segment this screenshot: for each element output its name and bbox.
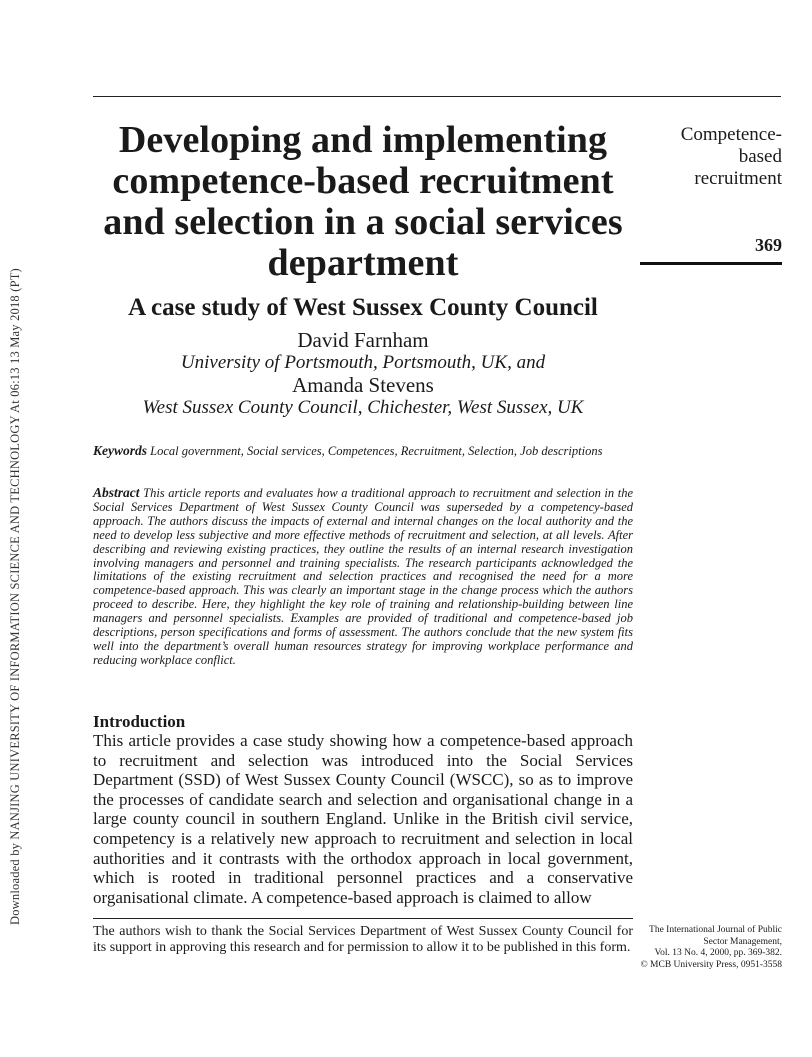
running-head [622, 124, 782, 190]
download-notice: Downloaded by NANJING UNIVERSITY OF INFORMATION SCIENCE AND TECHNOLOGY At 06:13 13 May 2018 (PT) [8, 268, 22, 925]
article-subtitle: A case study of West Sussex County Council [128, 294, 598, 321]
article-title: Developing and implementing competence-based recruitment and selection in a social services department [103, 119, 623, 284]
introduction-body: This article provides a case study showing how a competence-based approach to recruitment and selection was introduced into the Social Services Department (SSD) of West Sussex County Council (WSCC), so as to improve the processes of candidate search and selection and organisational change in a large county council in southern England. Unlike in the British civil service, competency is a relatively new approach to recruitment and selection in local authorities and it contrasts with the orthodox approach in local government, which is rooted in traditional personnel practices and a conservative organisational climate. A competence-based approach is claimed to allow [93, 731, 633, 907]
journal-line-1: The International Journal of Public [649, 925, 782, 935]
author-name-2: Amanda Stevens [292, 373, 434, 397]
author-affiliation-2: West Sussex County Council, Chichester, West Sussex, UK [142, 397, 584, 418]
page-number-rule [640, 262, 782, 265]
author-affiliation-1: University of Portsmouth, Portsmouth, UK, and [180, 352, 546, 373]
introduction-heading: Introduction [93, 712, 186, 731]
running-head-line-1: Competence- [680, 124, 782, 145]
abstract-text: This article reports and evaluates how a traditional approach to recruitment and selection in the Social Services Department of West Sussex County Council was superseded by a competency-based approach. The authors discuss the impacts of external and internal changes on the local authority and the need to develop less subjective and more effective methods of recruitment and selection, at all levels. After describing and reviewing existing practices, they outline the results of an internal research investigation involving managers and personnel and training specialists. The research participants acknowledged the limitations of the existing recruitment and selection practices and recognised the need for a more competence-based approach. This was clearly an important stage in the change process which the authors proceed to describe. Here, they highlight the key role of training and relationship-building between line managers and personnel specialists. Examples are provided of traditional and competence-based job descriptions, person specifications and forms of assessment. The authors conclude that the new system fits well into the department’s overall human resources strategy for improving workplace performance and reducing workplace conflict. [93, 486, 634, 667]
keywords-text: Local government, Social services, Competences, Recruitment, Selection, Job descriptions [150, 444, 603, 458]
footnote: The authors wish to thank the Social Services Department of West Sussex County Council for its support in approving this research and for permission to allow it to be published in this form. [93, 924, 633, 955]
journal-line-3: Vol. 13 No. 4, 2000, pp. 369-382. [654, 948, 782, 958]
author-name-1: David Farnham [297, 328, 429, 352]
keywords-label: Keywords [93, 443, 147, 458]
journal-info [632, 925, 782, 971]
journal-line-2: Sector Management, [703, 936, 782, 947]
abstract-label: Abstract [93, 485, 140, 500]
running-head-line-2: based [738, 146, 782, 167]
journal-line-4: © MCB University Press, 0951-3558 [640, 959, 782, 970]
keywords [93, 444, 633, 458]
title-block [93, 120, 633, 419]
running-head-line-3: recruitment [694, 168, 782, 189]
abstract [93, 486, 633, 668]
top-rule [93, 96, 781, 97]
page-number: 369 [755, 235, 782, 255]
footnote-rule [93, 918, 633, 919]
